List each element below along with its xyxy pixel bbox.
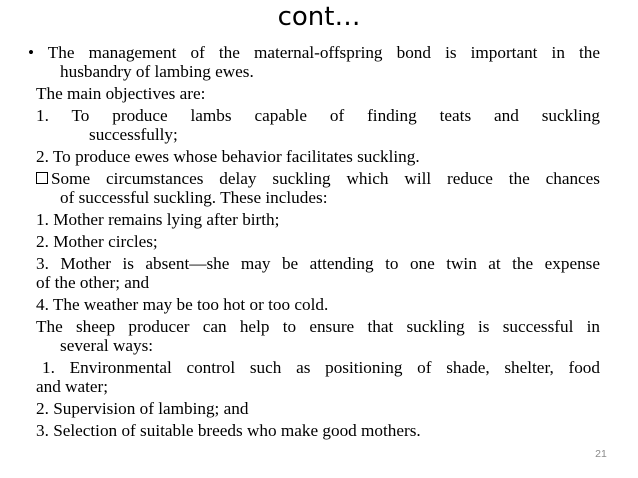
objective-2: 2. To produce ewes whose behavior facilitates suckling. — [36, 147, 420, 166]
bullet-line-1: • The management of the maternal-offspring bond is important in the — [28, 43, 600, 62]
way-2: 2. Supervision of lambing; and — [36, 399, 249, 418]
circumstances-line: Some circumstances delay suckling which will reduce the chances — [51, 169, 600, 188]
checkbox-bullet-icon — [36, 172, 48, 184]
objective-1: 1. To produce lambs capable of finding teats and suckling — [36, 106, 600, 125]
producer-help-continued: several ways: — [60, 336, 154, 355]
circumstance-2: 2. Mother circles; — [36, 232, 158, 251]
objective-1-continued: successfully; — [89, 125, 178, 144]
circumstance-4: 4. The weather may be too hot or too cold. — [36, 295, 329, 314]
circumstance-3: 3. Mother is absent—she may be attending to one twin at the expense — [36, 254, 600, 273]
circumstance-1: 1. Mother remains lying after birth; — [36, 210, 280, 229]
bullet-line-1-continued: husbandry of lambing ewes. — [60, 62, 254, 81]
way-1-continued: and water; — [36, 377, 109, 396]
objectives-heading: The main objectives are: — [36, 84, 206, 103]
way-3: 3. Selection of suitable breeds who make good mothers. — [36, 421, 421, 440]
circumstance-3-continued: of the other; and — [36, 273, 150, 292]
checkbox-bullet-line — [36, 169, 600, 188]
circumstances-line-continued: of successful suckling. These includes: — [60, 188, 328, 207]
slide-body — [28, 43, 600, 440]
way-1: 1. Environmental control such as positioning of shade, shelter, food — [42, 358, 600, 377]
slide-title: cont… — [277, 2, 361, 32]
producer-help-line: The sheep producer can help to ensure that suckling is successful in — [36, 317, 600, 336]
slide-number: 21 — [595, 448, 607, 460]
